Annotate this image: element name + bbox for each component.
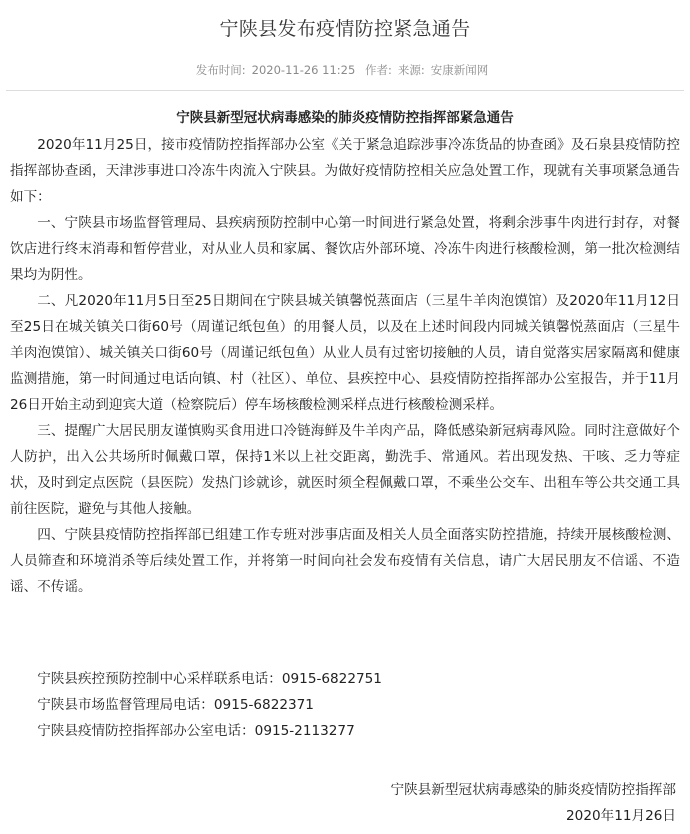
paragraph-item-4: 四、宁陕县疫情防控指挥部已组建工作专班对涉事店面及相关人员全面落实防控措施，持续开展核酸检测、人员筛查和环境消杀等后续处置工作，并将第一时间向社会发布疫情有关信息，请广大居民朋友不信谣、不造谣、不传谣。 — [10, 527, 680, 595]
publish-label: 发布时间: — [195, 63, 246, 77]
paragraph-intro: 2020年11月25日，接市疫情防控指挥部办公室《关于紧急追踪涉事冷冻货品的协查函》及石泉县疫情防控指挥部协查函，天津涉事进口冷冻牛肉流入宁陕县。为做好疫情防控相关应急处置工作，现就有关事项紧急通告如下： — [10, 137, 680, 205]
phone-line-market: 宁陕县市场监督管理局电话：0915-6822371 — [37, 697, 314, 713]
paragraph-item-3: 三、提醒广大居民朋友谨慎购买食用进口冷链海鲜及牛羊肉产品，降低感染新冠病毒风险。同时注意做好个人防护，出入公共场所时佩戴口罩，保持1米以上社交距离，勤洗手、常通风。若出现发热、干咳、乏力等症状，及时到定点医院（县医院）发热门诊就诊，就医时须全程佩戴口罩，不乘坐公交车、出租车等公共交通工具前往医院，避免与其他人接触。 — [10, 423, 680, 517]
notice-body — [10, 132, 680, 600]
phone-line-office: 宁陕县疫情防控指挥部办公室电话：0915-2113277 — [37, 723, 355, 739]
signature-block — [391, 777, 676, 829]
source-name: 安康新闻网 — [430, 63, 489, 77]
page-title: 宁陕县发布疫情防控紧急通告 — [219, 18, 471, 40]
author-label: 作者: — [364, 63, 392, 77]
signature-date: 2020年11月26日 — [566, 808, 676, 824]
paragraph-item-2: 二、凡2020年11月5日至25日期间在宁陕县城关镇馨悦蒸面店（三星牛羊肉泡馍馆）及2020年11月12日至25日在城关镇关口街60号（周谨记纸包鱼）的用餐人员，以及在上述时间段内同城关镇馨悦蒸面店（三星牛羊肉泡馍馆）、城关镇关口街60号（周谨记纸包鱼）从业人员有过密切接触的人员，请自觉落实居家隔离和健康监测措施，第一时间通过电话向镇、村（社区）、单位、县疾控中心、县疫情防控指挥部办公室报告，并于11月26日开始主动到迎宾大道（检察院后）停车场核酸检测采样点进行核酸检测采样。 — [10, 293, 680, 413]
notice-heading: 宁陕县新型冠状病毒感染的肺炎疫情防控指挥部紧急通告 — [176, 110, 514, 126]
article-meta — [0, 62, 690, 78]
signature-org: 宁陕县新型冠状病毒感染的肺炎疫情防控指挥部 — [390, 782, 676, 798]
header-divider — [6, 90, 684, 91]
publish-time: 2020-11-26 11:25 — [251, 63, 356, 77]
source-label: 来源: — [397, 63, 425, 77]
paragraph-item-1: 一、宁陕县市场监督管理局、县疾病预防控制中心第一时间进行紧急处置，将剩余涉事牛肉进行封存，对餐饮店进行终末消毒和暂停营业，对从业人员和家属、餐饮店外部环境、冷冻牛肉进行核酸检测，第一批次检测结果均为阴性。 — [10, 215, 680, 283]
phone-line-cdc: 宁陕县疾控预防控制中心采样联系电话：0915-6822751 — [37, 671, 382, 687]
contact-phones — [10, 666, 680, 744]
